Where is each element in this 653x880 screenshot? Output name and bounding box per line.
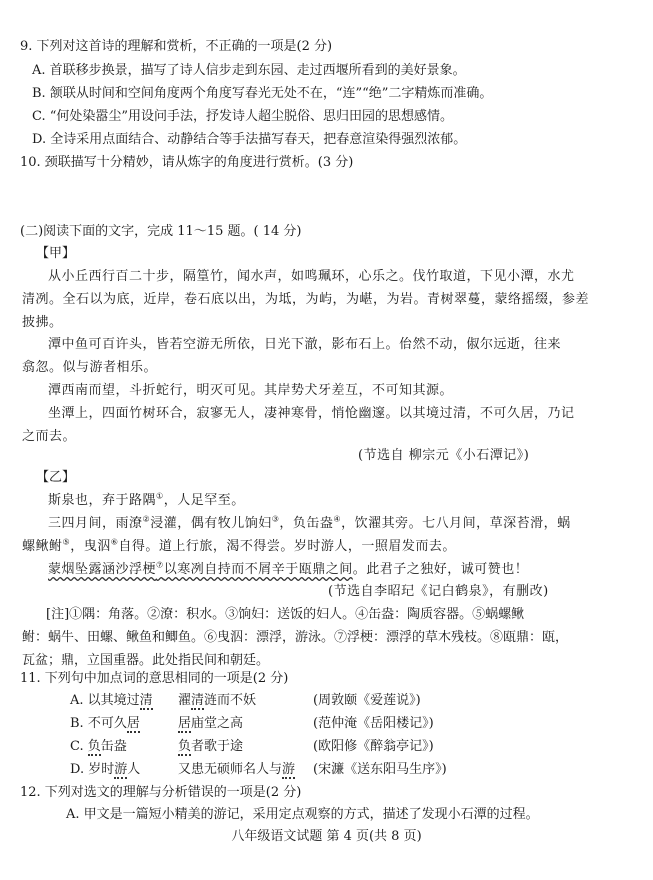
jia-line: 潭中鱼可百许头，皆若空游无所依，日光下澈，影布石上。佁然不动，俶尔远逝，往来 bbox=[48, 337, 562, 352]
q11-compare: 濯清涟而不妖 bbox=[178, 693, 257, 708]
q11-source: (周敦颐《爱莲说》) bbox=[313, 693, 421, 708]
notes-line: [注]①隅：角落。②潦：积水。③饷妇：送饭的妇人。④缶盎：陶质容器。⑤蜗螺鳅 bbox=[46, 607, 525, 622]
section2-heading: (二)阅读下面的文字，完成 11～15 题。( 14 分) bbox=[20, 224, 302, 239]
q9-stem: 9. 下列对这首诗的理解和赏析，不正确的一项是(2 分) bbox=[20, 39, 333, 54]
wavy-underlined-sentence: 蒙烟坠露涵沙浮梗⑦以寒冽自持而不屑辛于瓯鼎之间 bbox=[48, 560, 353, 577]
q9-option-d: D. 全诗采用点面结合、动静结合等手法描写春天，把春意渲染得强烈浓郁。 bbox=[32, 132, 467, 147]
yi-source: (节选自李昭玘《记白鹤泉》，有删改) bbox=[328, 584, 549, 599]
jia-label: 【甲】 bbox=[36, 246, 76, 261]
yi-line-2: 三四月间，雨潦②浸灌，偶有牧儿饷妇③，负缶盎④，饮濯其旁。七八月间，草深苔滑，蜗 bbox=[48, 514, 571, 531]
notes-line: 瓦盆；鼎，立国重器。此处指民间和朝廷。 bbox=[22, 653, 270, 668]
q11-source: (宋濂《送东阳马生序》) bbox=[313, 762, 447, 777]
q11-compare: 负者歌于途 bbox=[178, 739, 244, 754]
q12-option-a: A. 甲文是一篇短小精美的游记，采用定点观察的方式，描述了发现小石潭的过程。 bbox=[66, 807, 539, 822]
jia-line: 翕忽。似与游者相乐。 bbox=[22, 360, 158, 375]
jia-line: 清冽。全石以为底，近岸，卷石底以出，为坻，为屿，为嵁，为岩。青树翠蔓，蒙络摇缀，参差 bbox=[22, 292, 590, 307]
q12-stem: 12. 下列对选文的理解与分析错误的一项是(2 分) bbox=[20, 785, 302, 800]
q11-compare: 居庙堂之高 bbox=[178, 716, 244, 731]
jia-line: 披拂。 bbox=[22, 315, 63, 330]
yi-line-4: 蒙烟坠露涵沙浮梗⑦以寒冽自持而不屑辛于瓯鼎之间。此君子之独好，诚可赞也！ bbox=[48, 560, 529, 577]
q10-stem: 10. 颈联描写十分精妙，请从炼字的角度进行赏析。(3 分) bbox=[20, 155, 354, 170]
q11-option-label: C. 负缶盎 bbox=[70, 739, 127, 754]
q11-option-label: A. 以其境过清 bbox=[70, 693, 153, 708]
q11-source: (欧阳修《醉翁亭记》) bbox=[313, 739, 434, 754]
yi-line-1: 斯泉也，弃于路隅①，人足罕至。 bbox=[48, 491, 245, 508]
jia-line: 坐潭上，四面竹树环合，寂寥无人，凄神寒骨，悄怆幽邃。以其境过清，不可久居，乃记 bbox=[48, 406, 575, 421]
yi-line-3: 螺鳅鲋⑤，曳泅⑥自得。道上行旅，渴不得尝。岁时游人，一照眉发而去。 bbox=[22, 537, 456, 554]
jia-line: 潭西南而望，斗折蛇行，明灭可见。其岸势犬牙差互，不可知其源。 bbox=[48, 383, 454, 398]
jia-source: (节选自 柳宗元《小石潭记》) bbox=[358, 448, 530, 463]
page-footer: 八年级语文试题 第 4 页(共 8 页) bbox=[231, 829, 422, 844]
q11-option-label: D. 岁时游人 bbox=[70, 762, 141, 777]
q11-option-label: B. 不可久居 bbox=[70, 716, 140, 731]
q11-compare: 又患无硕师名人与游 bbox=[178, 762, 296, 777]
q9-option-a: A. 首联移步换景，描写了诗人信步走到东园、走过西堰所看到的美好景象。 bbox=[32, 63, 466, 78]
jia-line: 之而去。 bbox=[22, 429, 77, 444]
notes-line: 鲋：蜗牛、田螺、鳅鱼和鲫鱼。⑥曳泅：漂浮，游泳。⑦浮梗：漂浮的草木残枝。⑧瓯鼎：瓯， bbox=[22, 630, 569, 645]
q11-stem: 11. 下列句中加点词的意思相同的一项是(2 分) bbox=[20, 671, 289, 686]
q9-option-b: B. 颔联从时间和空间角度两个角度写春光无处不在，“连”“绝”二字精炼而准确。 bbox=[32, 86, 493, 101]
q11-source: (范仲淹《岳阳楼记》) bbox=[313, 716, 434, 731]
jia-line: 从小丘西行百二十步，隔篁竹，闻水声，如鸣珮环，心乐之。伐竹取道，下见小潭，水尤 bbox=[48, 269, 575, 284]
q9-option-c: C. “何处染嚣尘”用设问手法，抒发诗人超尘脱俗、思归田园的思想感情。 bbox=[32, 109, 454, 124]
yi-label: 【乙】 bbox=[36, 470, 76, 485]
